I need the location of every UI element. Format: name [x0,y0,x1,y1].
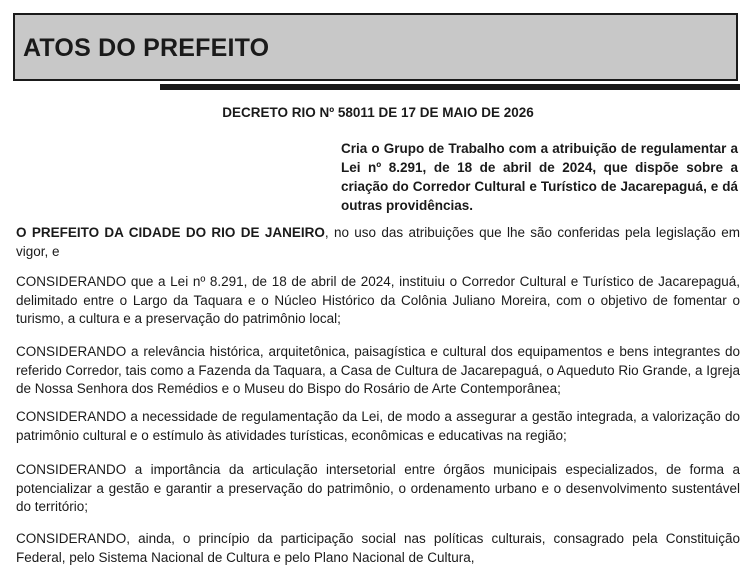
preamble-text: , no uso das atribuições que lhe são conferidas pela legislação em vigor, e [16,225,740,259]
decree-title: DECRETO RIO Nº 58011 DE 17 DE MAIO DE 2026 [222,105,534,120]
considerando-paragraph: CONSIDERANDO a relevância histórica, arquitetônica, paisagística e cultural dos equipamentos e bens integrantes do referido Corredor, tais como a Fazenda da Taquara, a Casa de Cultura de Jacarepaguá, o Aqueduto Rio Grande, a Igreja de Nossa Senhora dos Remédios e o Museu do Bispo do Rosário de Arte Contemporânea; [16,344,740,396]
preamble-authority: O PREFEITO DA CIDADE DO RIO DE JANEIRO [16,225,325,240]
considerando-paragraph: CONSIDERANDO a importância da articulação intersetorial entre órgãos municipais especializados, de forma a potencializar a gestão e garantir a preservação do patrimônio, o ordenamento urbano e o desenvolvimento sustentável do território; [16,462,740,514]
header-divider [160,84,740,90]
considerando-paragraph: CONSIDERANDO, ainda, o princípio da participação social nas políticas culturais, consagrado pela Constituição Federal, pelo Sistema Nacional de Cultura e pelo Plano Nacional de Cultura, [16,531,740,565]
decree-ementa: Cria o Grupo de Trabalho com a atribuição de regulamentar a Lei nº 8.291, de 18 de abril de 2024, que dispõe sobre a criação do Corredor Cultural e Turístico de Jacarepaguá, e dá outras providências. [341,141,738,213]
preamble-paragraph [16,224,740,261]
section-title: ATOS DO PREFEITO [23,34,270,62]
considerando-paragraph: CONSIDERANDO a necessidade de regulamentação da Lei, de modo a assegurar a gestão integrada, a valorização do patrimônio cultural e o estímulo às atividades turísticas, econômicas e educativas na região; [16,409,740,443]
section-header [13,13,738,81]
considerando-paragraph: CONSIDERANDO que a Lei nº 8.291, de 18 de abril de 2024, instituiu o Corredor Cultural e Turístico de Jacarepaguá, delimitado entre o Largo da Taquara e o Núcleo Histórico da Colônia Juliano Moreira, com o objetivo de fomentar o turismo, a cultura e a preservação do patrimônio local; [16,274,740,326]
